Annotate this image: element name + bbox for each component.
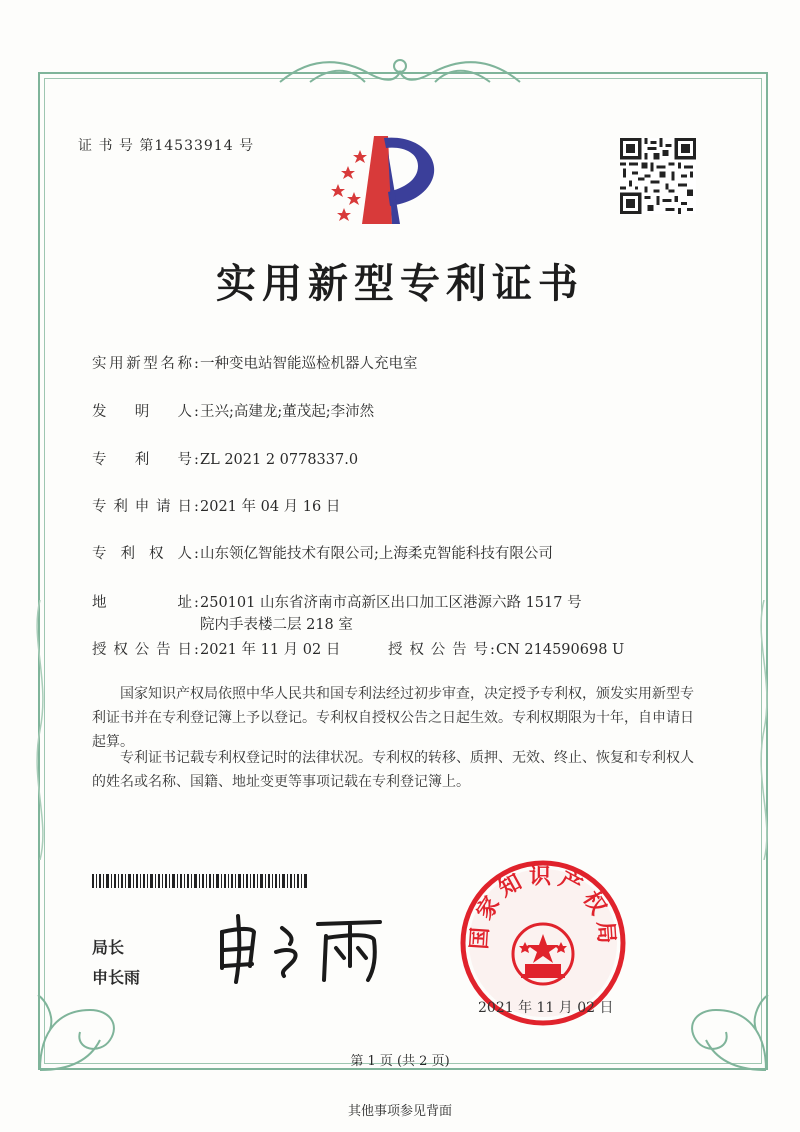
field-application-date: 专利申请日 :2021 年 04 月 16 日 [92,496,340,518]
certificate-number-label: 证 书 号 第 [78,138,155,154]
field-patentee: 专 利 权 人 :山东领亿智能技术有限公司;上海柔克智能科技有限公司 [92,543,553,565]
field-label: 专 利 权 人 [92,546,192,562]
address-line-2: 院内手表楼二层 218 室 [200,617,353,633]
field-value: ZL 2021 2 0778337.0 [200,452,359,468]
see-reverse-note: 其他事项参见背面 [347,1104,452,1119]
field-label: 发 明 人 [92,404,192,420]
svg-text:国家知识产权局: 国家知识产权局 [467,864,619,951]
barcode [92,874,307,888]
certificate-number [78,135,254,155]
director-title: 局长 [92,938,125,957]
patent-office-logo [322,132,450,228]
certificate-number-value: 14533914 [154,138,234,154]
handwritten-signature [210,910,390,985]
side-ornament-left [28,600,52,860]
field-patent-number: 专 利 号 :ZL 2021 2 0778337.0 [92,449,358,471]
address-line-1: 250101 山东省济南市高新区出口加工区港源六路 1517 号 [200,595,582,611]
top-ornament [270,52,530,92]
field-value: 一种变电站智能巡检机器人充电室 [200,356,418,372]
legal-status-paragraph: 专利证书记载专利权登记时的法律状况。专利权的转移、质押、无效、终止、恢复和专利权人的姓名或名称、国籍、地址变更等事项记载在专利登记簿上。 [92,750,694,790]
field-label: 授权公告号 [388,642,488,658]
field-value: 2021 年 11 月 02 日 [200,642,341,658]
field-label: 专利申请日 [92,499,192,515]
field-label: 专 利 号 [92,452,192,468]
field-inventor: 发 明 人 :王兴;高建龙;董茂起;李沛然 [92,401,374,423]
director-name: 申长雨 [92,968,141,987]
field-value: 山东领亿智能技术有限公司;上海柔克智能科技有限公司 [200,546,553,562]
certificate-title: 实用新型专利证书 [216,261,584,307]
page-number: 第 1 页 (共 2 页) [350,1054,450,1069]
field-address: 地 址 :250101 山东省济南市高新区出口加工区港源六路 1517 号 院内手表楼二层 218 室 [92,592,582,636]
field-label: 授权公告日 [92,642,192,658]
field-grant-number: 授权公告号 :CN 214590698 U [388,639,624,661]
grant-statement-paragraph: 国家知识产权局依照中华人民共和国专利法经过初步审查，决定授予专利权，颁发实用新型专利证书并在专利登记簿上予以登记。专利权自授权公告之日起生效。专利权期限为十年，自申请日起算。 [92,686,694,750]
field-label: 地 址 [92,595,192,611]
side-ornament-right [752,600,776,860]
certificate-number-suffix: 号 [239,138,255,154]
qr-code [620,138,696,214]
field-value: 2021 年 04 月 16 日 [200,499,341,515]
field-utility-model-name: 实用新型名称 :一种变电站智能巡检机器人充电室 [92,353,418,375]
field-value: CN 214590698 U [496,642,625,658]
field-value: 王兴;高建龙;董茂起;李沛然 [200,404,375,420]
field-label: 实用新型名称 [92,356,192,372]
seal-date: 2021 年 11 月 02 日 [478,1000,614,1016]
field-grant-date: 授权公告日 :2021 年 11 月 02 日 [92,639,340,661]
